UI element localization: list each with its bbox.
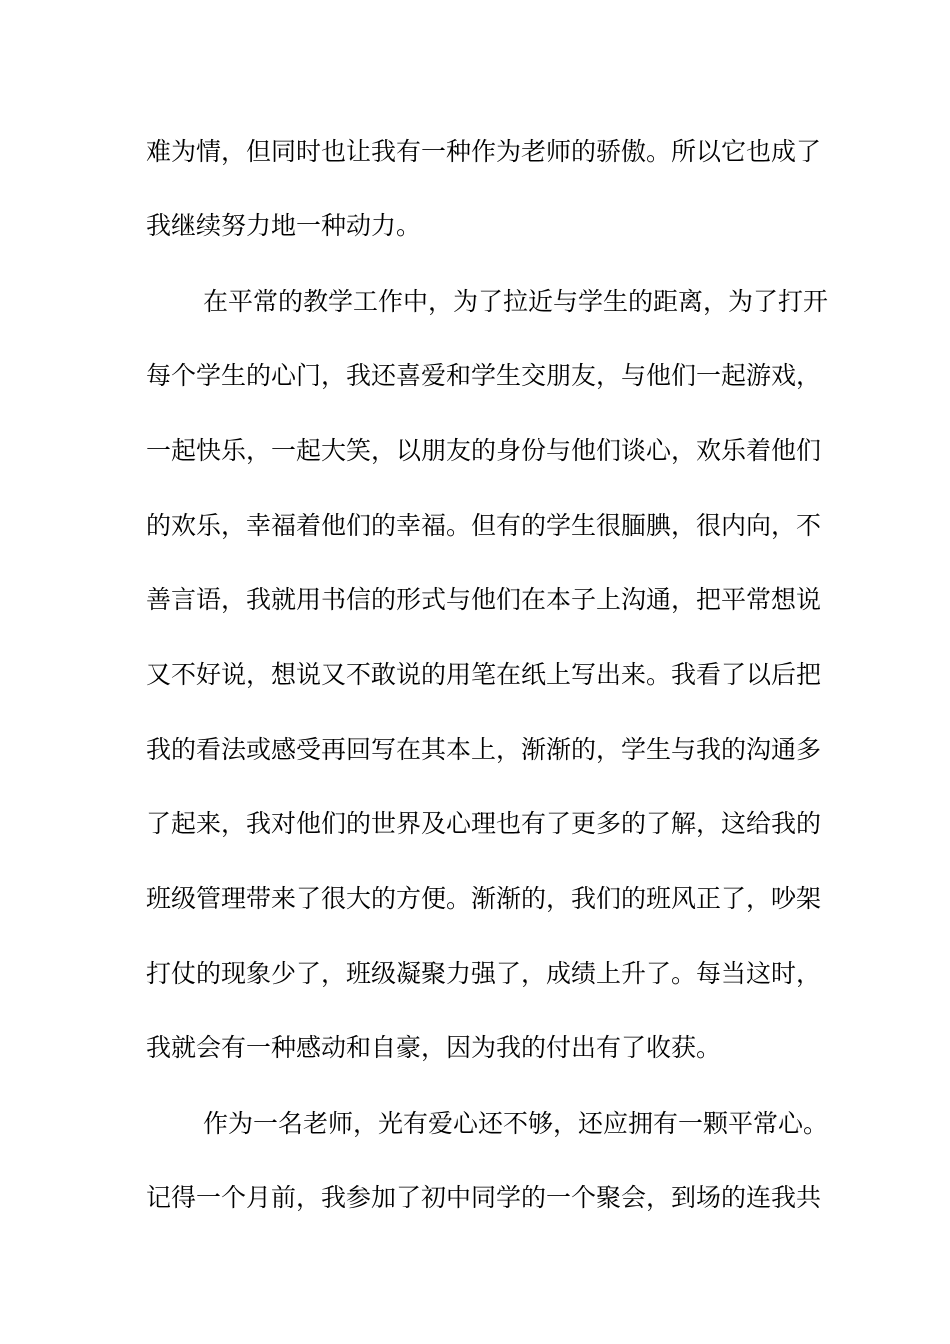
- text-line-3: 在平常的教学工作中，为了拉近与学生的距离，为了打开: [203, 287, 829, 316]
- text-line-12: 打仗的现象少了，班级凝聚力强了，成绩上升了。每当这时，: [146, 959, 822, 988]
- text-line-9: 我的看法或感受再回写在其本上，渐渐的，学生与我的沟通多: [146, 735, 822, 764]
- text-line-7: 善言语，我就用书信的形式与他们在本子上沟通，把平常想说: [146, 585, 822, 614]
- text-line-15: 记得一个月前，我参加了初中同学的一个聚会，到场的连我共: [146, 1183, 822, 1212]
- text-line-14: 作为一名老师，光有爱心还不够，还应拥有一颗平常心。: [203, 1109, 829, 1138]
- text-line-8: 又不好说，想说又不敢说的用笔在纸上写出来。我看了以后把: [146, 660, 822, 689]
- text-line-6: 的欢乐，幸福着他们的幸福。但有的学生很腼腆，很内向，不: [146, 511, 822, 540]
- text-line-11: 班级管理带来了很大的方便。渐渐的，我们的班风正了，吵架: [146, 884, 822, 913]
- text-line-1: 难为情，但同时也让我有一种作为老师的骄傲。所以它也成了: [146, 137, 822, 166]
- text-line-2: 我继续努力地一种动力。: [146, 211, 422, 240]
- text-line-5: 一起快乐，一起大笑，以朋友的身份与他们谈心，欢乐着他们: [146, 436, 822, 465]
- text-line-10: 了起来，我对他们的世界及心理也有了更多的了解，这给我的: [146, 809, 822, 838]
- text-line-13: 我就会有一种感动和自豪，因为我的付出有了收获。: [146, 1033, 722, 1062]
- text-line-4: 每个学生的心门，我还喜爱和学生交朋友，与他们一起游戏，: [146, 361, 822, 390]
